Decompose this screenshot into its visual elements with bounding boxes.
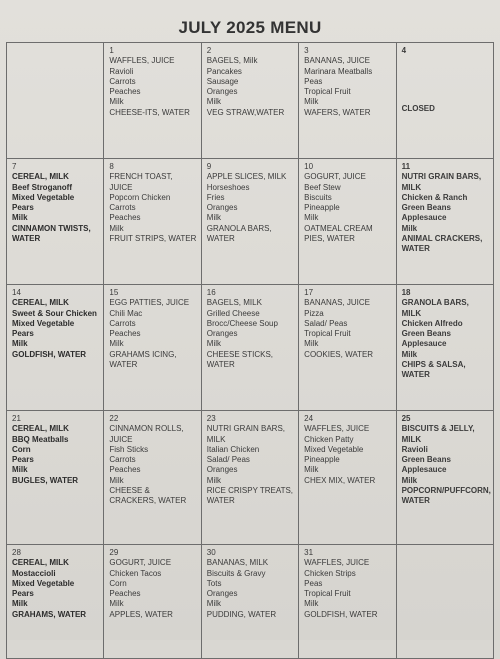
menu-item: Carrots xyxy=(109,76,136,86)
menu-item: Mixed Vegetable xyxy=(12,192,75,202)
menu-item: Pears xyxy=(12,329,34,339)
menu-item: Pears xyxy=(12,203,34,213)
menu-item: GRAHAMS ICING, WATER xyxy=(109,349,177,370)
empty-day-cell xyxy=(396,545,493,659)
menu-item: Carrots xyxy=(109,318,136,328)
menu-item: FRUIT STRIPS, WATER xyxy=(109,234,197,244)
menu-item: Mostaccioli xyxy=(12,568,56,578)
menu-item: Peas xyxy=(304,76,323,86)
menu-item: WAFERS, WATER xyxy=(304,107,371,117)
day-number: 9 xyxy=(206,162,212,171)
menu-item: GOLDFISH, WATER xyxy=(12,349,87,359)
day-number: 18 xyxy=(401,288,411,297)
day-cell xyxy=(396,285,493,411)
day-number: 10 xyxy=(304,162,314,171)
menu-item: Oranges xyxy=(206,465,238,475)
menu-item: Oranges xyxy=(206,203,238,213)
menu-item: Ravioli xyxy=(401,444,428,454)
day-number: 22 xyxy=(109,414,119,423)
day-cell xyxy=(396,159,493,285)
menu-item: Milk xyxy=(12,599,28,609)
menu-item: POPCORN/PUFFCORN, WATER xyxy=(401,486,491,506)
menu-item: Corn xyxy=(12,444,31,454)
menu-item: PUDDING, WATER xyxy=(206,609,277,619)
menu-item: Mixed Vegetable xyxy=(304,444,364,454)
menu-item: Peas xyxy=(304,578,323,588)
week-row xyxy=(7,159,494,285)
menu-item: Italian Chicken xyxy=(206,444,260,454)
menu-item: Green Beans xyxy=(401,455,451,465)
menu-item: Fish Sticks xyxy=(109,444,149,454)
menu-item: Milk xyxy=(401,223,418,233)
menu-item: Tropical Fruit xyxy=(304,589,351,599)
menu-item: GRANOLA BARS, MILK xyxy=(401,298,469,318)
menu-item: CEREAL, MILK xyxy=(12,298,69,308)
day-number: 8 xyxy=(109,162,114,171)
menu-item: CINNAMON TWISTS, WATER xyxy=(12,223,91,244)
menu-item: Applesauce xyxy=(401,339,447,349)
menu-item: VEG STRAW,WATER xyxy=(206,107,285,117)
day-cell xyxy=(299,545,396,659)
menu-item: Chicken Tacos xyxy=(109,568,162,578)
menu-item: BISCUITS & JELLY, MILK xyxy=(401,424,475,444)
menu-item: Milk xyxy=(206,475,221,485)
menu-item: Milk xyxy=(12,465,28,475)
menu-item: Oranges xyxy=(206,589,238,599)
day-number: 25 xyxy=(401,414,411,423)
menu-item: Oranges xyxy=(206,329,238,339)
menu-item: Tropical Fruit xyxy=(304,329,351,339)
menu-item: Green Beans xyxy=(401,329,451,339)
menu-item: Applesauce xyxy=(401,213,447,223)
menu-item: Sweet & Sour Chicken xyxy=(12,308,97,318)
menu-item: APPLE SLICES, MILK xyxy=(206,172,287,182)
menu-item: CHEX MIX, WATER xyxy=(304,475,376,485)
day-cell xyxy=(201,545,298,659)
day-number: 11 xyxy=(401,162,411,171)
menu-item: Milk xyxy=(12,339,28,349)
day-number: 15 xyxy=(109,288,119,297)
menu-item: Ravioli xyxy=(109,66,134,76)
menu-item: Biscuits xyxy=(304,192,332,202)
day-cell xyxy=(104,545,201,659)
menu-item: NUTRI GRAIN BARS, MILK xyxy=(401,172,482,192)
menu-item: RICE CRISPY TREATS, WATER xyxy=(206,486,294,506)
day-number: 29 xyxy=(109,548,119,557)
day-number: 7 xyxy=(12,162,17,171)
day-cell xyxy=(299,43,396,159)
menu-item: NUTRI GRAIN BARS, MILK xyxy=(206,424,286,444)
menu-item: Marinara Meatballs xyxy=(304,66,373,76)
menu-item: CEREAL, MILK xyxy=(12,172,69,182)
menu-item: COOKIES, WATER xyxy=(304,349,374,359)
week-row xyxy=(7,285,494,411)
menu-item: Pineapple xyxy=(304,455,340,465)
menu-item: Milk xyxy=(304,97,319,107)
day-number: 1 xyxy=(109,46,114,55)
menu-item: CEREAL, MILK xyxy=(12,558,69,568)
menu-item: Milk xyxy=(109,223,124,233)
menu-item: Peaches xyxy=(109,87,141,97)
menu-item: Chicken Strips xyxy=(304,568,356,578)
menu-item: APPLES, WATER xyxy=(109,609,173,619)
menu-item: Pears xyxy=(12,589,34,599)
menu-item: BAGELS, Milk xyxy=(206,56,258,66)
day-number: 23 xyxy=(206,414,216,423)
menu-item: Grilled Cheese xyxy=(206,308,260,318)
menu-item: GOGURT, JUICE xyxy=(109,558,172,568)
menu-item: CHEESE & CRACKERS, WATER xyxy=(109,486,187,506)
week-row xyxy=(7,411,494,545)
menu-item: Mixed Vegetable xyxy=(12,578,75,588)
menu-item: CEREAL, MILK xyxy=(12,424,69,434)
day-number: 14 xyxy=(12,288,21,297)
menu-item: Milk xyxy=(109,599,124,609)
menu-item: CLOSED xyxy=(401,104,435,114)
menu-item: Milk xyxy=(304,465,319,475)
day-cell xyxy=(299,285,396,411)
menu-item: Tots xyxy=(206,578,222,588)
menu-item: Milk xyxy=(304,599,319,609)
menu-item: Peaches xyxy=(109,589,141,599)
menu-item: Green Beans xyxy=(401,203,451,213)
menu-item: Milk xyxy=(401,349,418,359)
menu-calendar xyxy=(6,42,494,659)
day-cell xyxy=(104,285,201,411)
menu-item: GRAHAMS, WATER xyxy=(12,609,87,619)
menu-item: Milk xyxy=(206,599,221,609)
menu-item: Mixed Vegetable xyxy=(12,318,75,328)
day-cell xyxy=(396,411,493,545)
menu-item: Sausage xyxy=(206,76,239,86)
menu-item: Chicken & Ranch xyxy=(401,192,468,202)
day-cell xyxy=(201,285,298,411)
menu-item: Chicken Patty xyxy=(304,434,354,444)
menu-item: Pears xyxy=(12,455,34,465)
menu-item: Fries xyxy=(206,192,225,202)
menu-item: Carrots xyxy=(109,203,136,213)
menu-item: ANIMAL CRACKERS, WATER xyxy=(401,234,483,254)
menu-item: OATMEAL CREAM PIES, WATER xyxy=(304,223,373,244)
day-cell xyxy=(104,159,201,285)
menu-item: WAFFLES, JUICE xyxy=(304,424,370,434)
empty-day-cell xyxy=(7,43,104,159)
day-cell xyxy=(299,159,396,285)
day-number: 30 xyxy=(206,548,216,557)
menu-item: Salad/ Peas xyxy=(304,318,348,328)
menu-item: Chili Mac xyxy=(109,308,143,318)
day-number: 21 xyxy=(12,414,21,423)
menu-item: GRANOLA BARS, WATER xyxy=(206,223,272,244)
menu-item: CINNAMON ROLLS, JUICE xyxy=(109,424,184,444)
menu-item: Chicken Alfredo xyxy=(401,318,463,328)
day-cell xyxy=(7,411,104,545)
menu-item: BANANAS, MILK xyxy=(206,558,269,568)
day-cell xyxy=(396,43,493,159)
menu-item: BUGLES, WATER xyxy=(12,475,79,485)
day-cell xyxy=(7,545,104,659)
menu-item: Applesauce xyxy=(401,465,447,475)
week-row xyxy=(7,545,494,659)
menu-item: Horseshoes xyxy=(206,182,250,192)
menu-item: Carrots xyxy=(109,455,136,465)
day-number: 16 xyxy=(206,288,216,297)
day-cell xyxy=(7,285,104,411)
week-row xyxy=(7,43,494,159)
menu-item: Pineapple xyxy=(304,203,340,213)
menu-item: FRENCH TOAST, JUICE xyxy=(109,172,173,192)
menu-item: Popcorn Chicken xyxy=(109,192,171,202)
menu-item: BANANAS, JUICE xyxy=(304,56,370,66)
menu-item: Milk xyxy=(304,213,319,223)
menu-item: Beef Stew xyxy=(304,182,341,192)
menu-item: Peaches xyxy=(109,213,141,223)
menu-item: Beef Stroganoff xyxy=(12,182,72,192)
menu-item: BBQ Meatballs xyxy=(12,434,69,444)
menu-item: Oranges xyxy=(206,87,238,97)
menu-item: WAFFLES, JUICE xyxy=(304,558,370,568)
menu-item: Milk xyxy=(206,339,221,349)
day-number: 31 xyxy=(304,548,314,557)
menu-item: BAGELS, MILK xyxy=(206,298,262,308)
day-number: 24 xyxy=(304,414,314,423)
menu-item: Milk xyxy=(206,213,221,223)
menu-item: Corn xyxy=(109,578,127,588)
day-cell xyxy=(201,43,298,159)
day-number: 2 xyxy=(206,46,212,55)
menu-item: BANANAS, JUICE xyxy=(304,298,370,308)
menu-item: CHEESE-ITS, WATER xyxy=(109,107,190,117)
page-title: JULY 2025 MENU xyxy=(178,18,322,37)
day-cell xyxy=(104,411,201,545)
menu-item: Milk xyxy=(12,213,28,223)
menu-item: Milk xyxy=(109,475,124,485)
menu-item: Milk xyxy=(401,475,418,485)
day-number: 17 xyxy=(304,288,314,297)
day-cell xyxy=(201,411,298,545)
menu-item: Biscuits & Gravy xyxy=(206,568,266,578)
menu-item: GOGURT, JUICE xyxy=(304,172,366,182)
menu-item: Milk xyxy=(206,97,221,107)
menu-item: WAFFLES, JUICE xyxy=(109,56,175,66)
day-number: 28 xyxy=(12,548,21,557)
menu-item: Pizza xyxy=(304,308,324,318)
menu-item: Tropical Fruit xyxy=(304,87,351,97)
day-cell xyxy=(104,43,201,159)
menu-item: Brocc/Cheese Soup xyxy=(206,318,278,328)
day-number: 4 xyxy=(401,46,407,55)
menu-item: Milk xyxy=(109,97,124,107)
menu-item: CHEESE STICKS, WATER xyxy=(206,349,274,370)
day-number: 3 xyxy=(304,46,309,55)
menu-item: Milk xyxy=(109,339,124,349)
day-cell xyxy=(201,159,298,285)
menu-item: Milk xyxy=(304,339,319,349)
day-cell xyxy=(7,159,104,285)
menu-item: Pancakes xyxy=(206,66,242,76)
menu-item: CHIPS & SALSA, WATER xyxy=(401,360,466,380)
menu-item: GOLDFISH, WATER xyxy=(304,609,378,619)
menu-item: EGG PATTIES, JUICE xyxy=(109,298,190,308)
menu-item: Peaches xyxy=(109,329,141,339)
day-cell xyxy=(299,411,396,545)
menu-item: Salad/ Peas xyxy=(206,455,250,465)
menu-item: Peaches xyxy=(109,465,141,475)
